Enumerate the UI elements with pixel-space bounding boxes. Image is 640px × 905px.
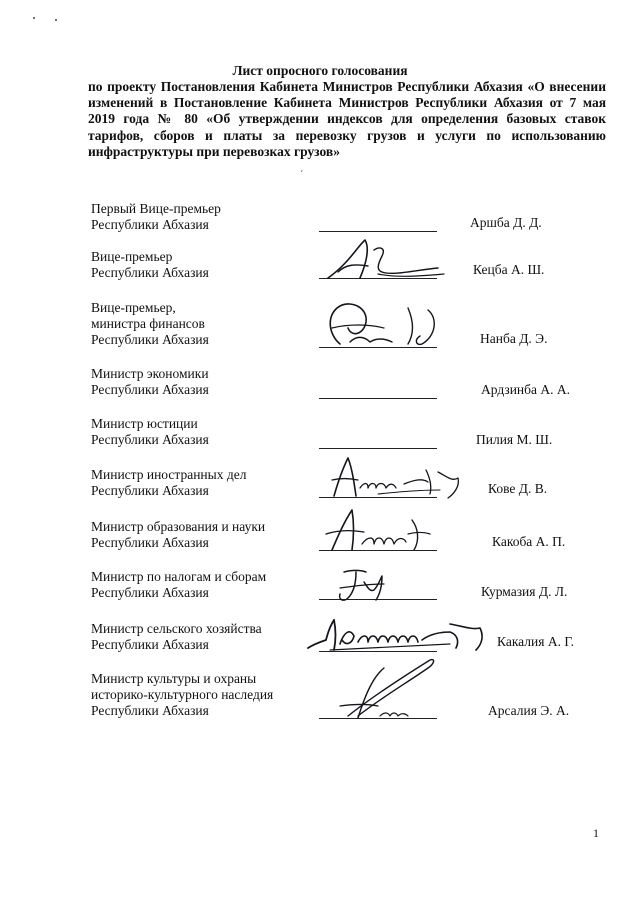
signature-image	[318, 298, 448, 353]
signatory-name: Пилия М. Ш.	[476, 432, 553, 447]
signature-image	[318, 452, 468, 502]
signatory-name: Кецба А. Ш.	[473, 262, 545, 277]
signatory-name: Ардзинба А. А.	[481, 382, 570, 397]
signatory-post: Министр экономики Республики Абхазия	[91, 366, 209, 397]
page-number: 1	[593, 826, 599, 840]
signatory-post: Министр иностранных дел Республики Абхазия	[91, 467, 247, 498]
scan-mark: ˊ	[300, 170, 304, 181]
signatory-post: Первый Вице-премьер Республики Абхазия	[91, 201, 221, 232]
signature-image	[318, 504, 448, 556]
signatory-post: Министр сельского хозяйства Республики Абхазия	[91, 621, 262, 652]
signatory-name: Арсалия Э. А.	[488, 703, 570, 718]
signatory-post: Министр по налогам и сборам Республики Абхазия	[91, 569, 267, 600]
signature-image	[318, 652, 454, 726]
signature-line	[319, 448, 437, 449]
signature-line	[319, 231, 437, 232]
signatory-name: Нанба Д. Э.	[480, 331, 548, 346]
document-subject: по проекту Постановления Кабинета Министров Республики Абхазия «О внесении изменений в Постановление Кабинета Министров Республики Абхазия от 7 мая 2019 года № 80 «Об утверждении индексов для определения базовых ставок тарифов, сборов и платы за перевозку грузов и услуги по использованию инфраструктуры при перевозках грузов»	[88, 79, 606, 159]
signature-image	[300, 608, 496, 656]
scan-speck	[33, 17, 35, 19]
signatory-name: Какалия А. Г.	[497, 634, 574, 649]
document-title: Лист опросного голосования	[232, 63, 408, 78]
signatory-name: Курмазия Д. Л.	[481, 584, 568, 599]
signatory-post: Министр юстиции Республики Абхазия	[91, 416, 209, 447]
signatory-post: Вице-премьер, министра финансов Республики Абхазия	[91, 300, 209, 347]
signatory-name: Какоба А. П.	[492, 534, 566, 549]
signatory-name: Кове Д. В.	[488, 481, 548, 496]
scan-speck	[55, 19, 57, 21]
signatory-post: Министр образования и науки Республики Абхазия	[91, 519, 266, 550]
signature-line	[319, 398, 437, 399]
signature-image	[318, 560, 448, 606]
signature-image	[318, 234, 448, 284]
signatory-name: Аршба Д. Д.	[470, 215, 542, 230]
signatory-post: Вице-премьер Республики Абхазия	[91, 249, 209, 280]
signatory-post: Министр культуры и охраны историко-культурного наследия Республики Абхазия	[91, 671, 274, 718]
